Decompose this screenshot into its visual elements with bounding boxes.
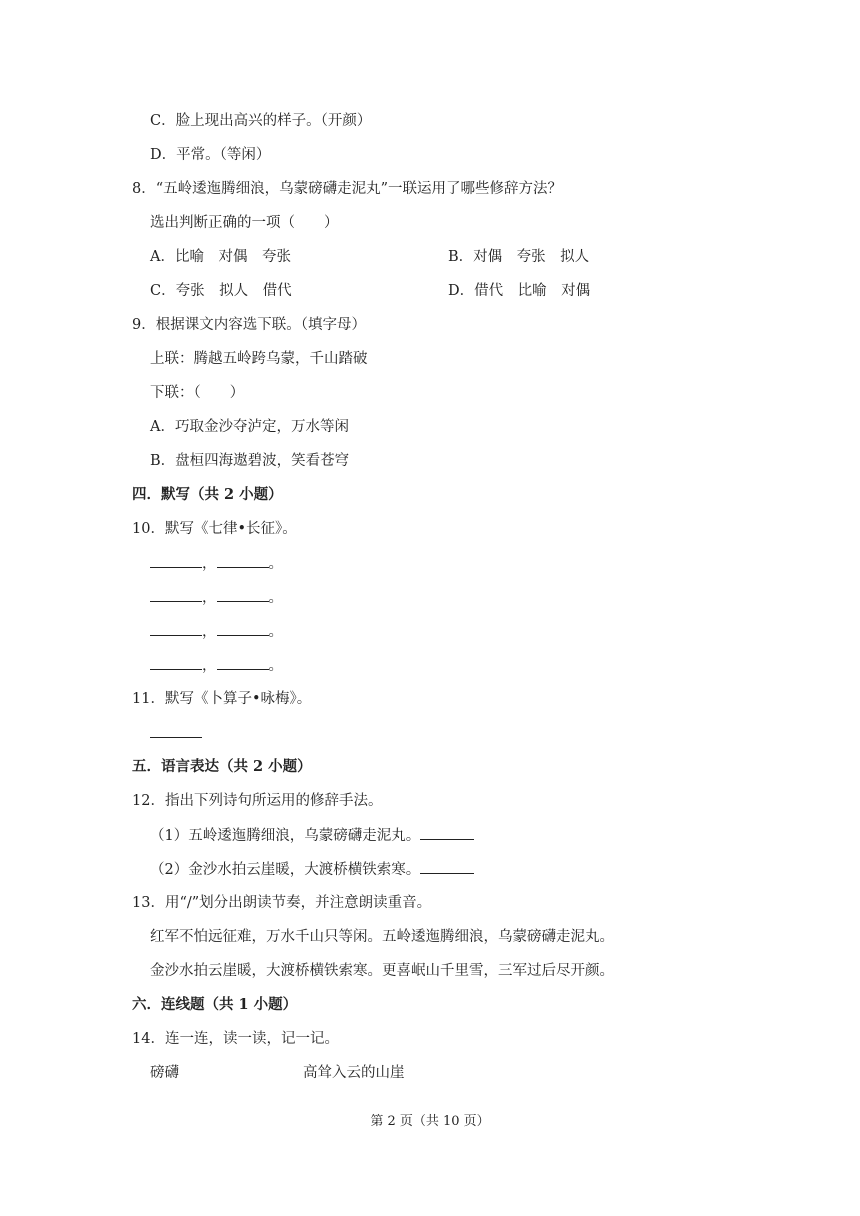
q10-blank-row: ， 。 [150, 621, 283, 642]
q7-option-c: C．脸上现出高兴的样子。（开颜） [150, 113, 372, 129]
section-5-title: 五．语言表达（共 2 小题） [132, 758, 312, 775]
q9-stem: 9．根据课文内容选下联。（填字母） [132, 317, 366, 333]
q14-left-word[interactable]: 磅礴 [150, 1065, 179, 1081]
q12-stem: 12．指出下列诗句所运用的修辞手法。 [132, 793, 383, 809]
q8-option-b: B．对偶 夸张 拟人 [448, 249, 590, 265]
q9-option-a: A．巧取金沙夺泸定，万水等闲 [150, 419, 349, 435]
q8-option-d: D．借代 比喻 对偶 [448, 283, 591, 299]
q8-sub: 选出判断正确的一项（ ） [150, 215, 339, 231]
answer-blank[interactable] [420, 825, 474, 840]
answer-blank[interactable] [217, 587, 269, 602]
q10-blank-row: ， 。 [150, 587, 283, 608]
q8-stem: 8．“五岭逶迤腾细浪，乌蒙磅礴走泥丸”一联运用了哪些修辞方法？ [132, 181, 563, 197]
q10-blank-row: ， 。 [150, 553, 283, 574]
section-4-title: 四．默写（共 2 小题） [132, 486, 283, 503]
answer-blank[interactable] [150, 621, 202, 636]
q11-stem: 11．默写《卜算子•咏梅》。 [132, 691, 312, 707]
q14-right-definition[interactable]: 高耸入云的山崖 [303, 1065, 405, 1081]
q7-option-d: D．平常。（等闲） [150, 147, 271, 163]
q12-item-2: （2）金沙水拍云崖暖，大渡桥横铁索寒。 [150, 859, 474, 880]
answer-blank[interactable] [217, 553, 269, 568]
q14-stem: 14．连一连，读一读，记一记。 [132, 1031, 339, 1047]
answer-blank[interactable] [150, 553, 202, 568]
q10-stem: 10．默写《七律•长征》。 [132, 521, 297, 537]
q13-stem: 13．用“/”划分出朗读节奏，并注意朗读重音。 [132, 895, 432, 911]
q8-option-a: A．比喻 对偶 夸张 [150, 249, 291, 265]
q9-option-b: B．盘桓四海遨碧波，笑看苍穹 [150, 453, 350, 469]
q13-poem-line-1: 红军不怕远征难，万水千山只等闲。五岭逶迤腾细浪，乌蒙磅礴走泥丸。 [150, 929, 614, 945]
answer-blank[interactable] [150, 723, 202, 738]
answer-blank[interactable] [150, 587, 202, 602]
q10-blank-row: ， 。 [150, 655, 283, 676]
q8-option-c: C．夸张 拟人 借代 [150, 283, 292, 299]
answer-blank[interactable] [217, 655, 269, 670]
answer-blank[interactable] [150, 655, 202, 670]
q13-poem-line-2: 金沙水拍云崖暖，大渡桥横铁索寒。更喜岷山千里雪，三军过后尽开颜。 [150, 963, 614, 979]
section-6-title: 六．连线题（共 1 小题） [132, 996, 298, 1013]
answer-blank[interactable] [420, 859, 474, 874]
q11-blank-row [150, 723, 202, 744]
q9-lower-couplet: 下联：（ ） [150, 385, 245, 401]
q9-upper-couplet: 上联：腾越五岭跨乌蒙，千山踏破 [150, 351, 368, 367]
answer-blank[interactable] [217, 621, 269, 636]
page-footer: 第 2 页（共 10 页） [370, 1114, 490, 1129]
q12-item-1: （1）五岭逶迤腾细浪，乌蒙磅礴走泥丸。 [150, 825, 474, 846]
